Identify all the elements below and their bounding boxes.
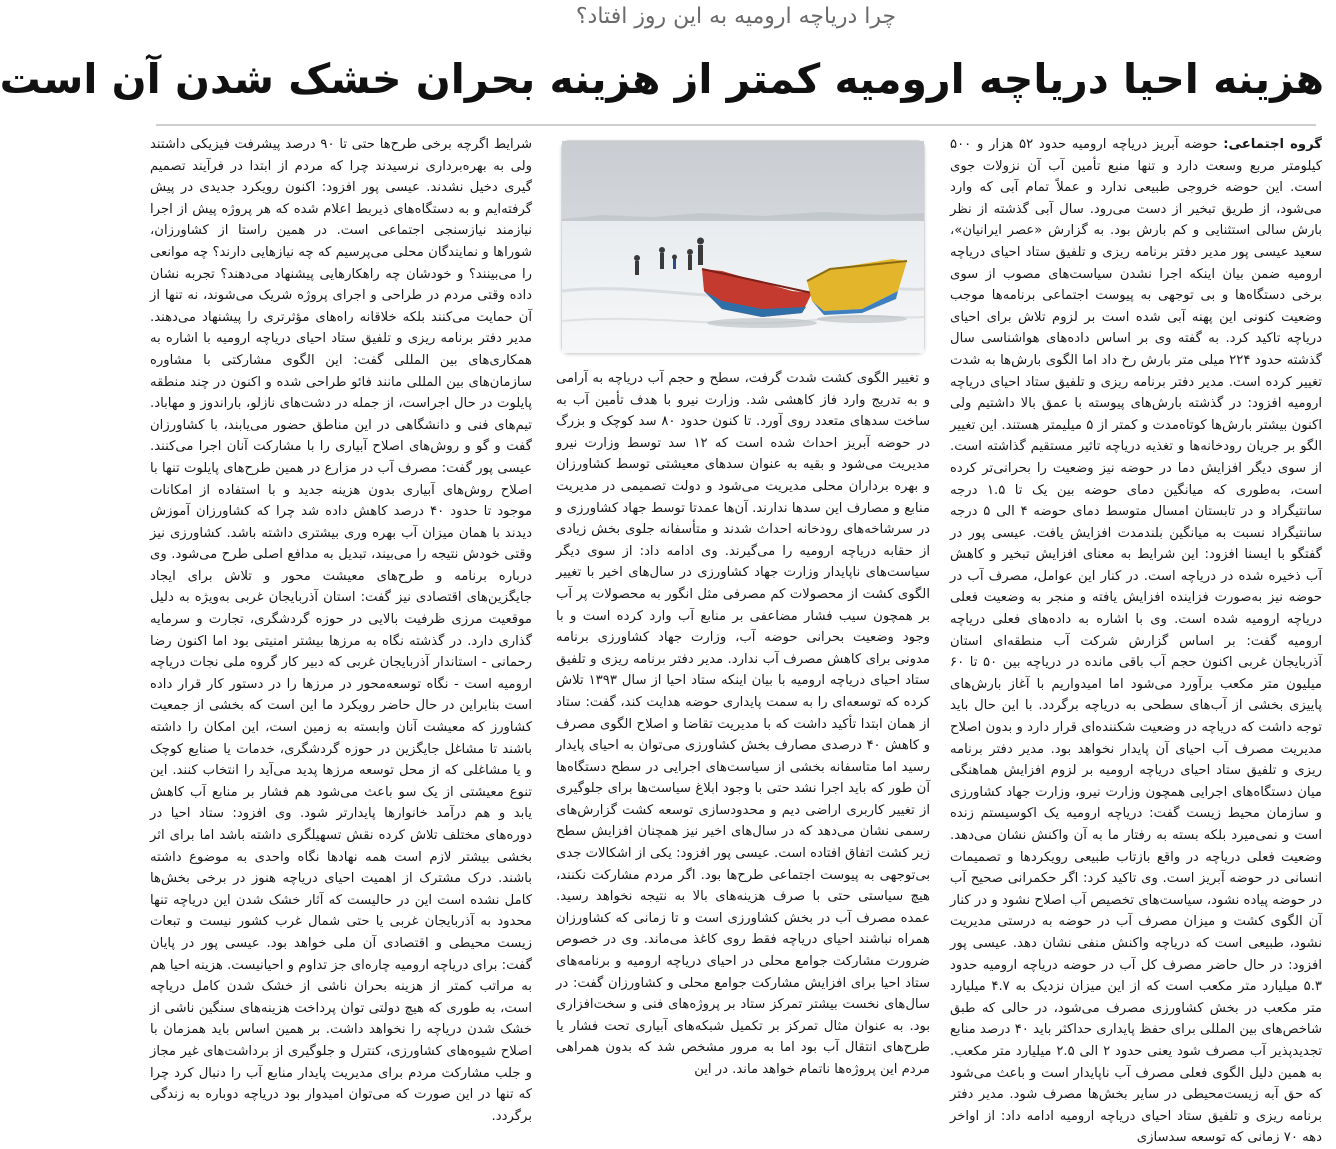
- column-middle-text: و تغییر الگوی کشت شدت گرفت، سطح و حجم آب دریاچه به آرامی و به تدریج وارد فاز کاهشی شد. وزارت نیرو با هدف تأمین آب به ساخت سدهای متعدد روی آورد. تا کنون حدود ۸۰ سد کوچک و بزرگ در حوضه آبریز احداث شده است که ۱۲ سد توسط وزارت نیرو مدیریت می‌شود و بقیه به عنوان سدهای معیشتی توسط کشاورزان و بهره برداران محلی مدیریت می‌شود و دولت تصمیمی در مدیریت منابع و مصارف این سدها ندارند. آن‌ها عمدتا توسط جهاد کشاورزی و در سرشاخه‌های رودخانه احداث شدند و متأسفانه جلوی بخش زیادی از حقابه دریاچه ارومیه را می‌گیرند. وی ادامه داد: از سوی دیگر سیاست‌های ناپایدار وزارت جهاد کشاورزی در سال‌های اخیر با تغییر الگوی کشت از محصولات کم مصرفی مثل انگور به محصولات پر آب بر همچون سیب فشار مضاعفی بر منابع آب وارد کرده است و با وجود وضعیت بحرانی حوضه آب، وزارت جهاد کشاورزی برنامه مدونی برای کاهش مصرف آب ندارد. مدیر دفتر برنامه ریزی و تلفیق ستاد احیای دریاچه ارومیه با بیان اینکه ستاد احیا از سال ۱۳۹۳ تلاش کرده که توسعه‌ای را به سمت پایداری حوضه هدایت کند، گفت: ستاد از همان ابتدا تأکید داشت که با مدیریت تقاضا و اصلاح الگوی مصرف و کاهش ۴۰ درصدی مصارف بخش کشاورزی می‌توان به احیای پایدار رسید اما متاسفانه بخشی از سیاست‌های اجرایی در سطح دستگاه‌ها آن طور که باید اجرا نشد حتی با وجود ابلاغ سیاست‌ها برای جلوگیری از تغییر کاربری اراضی دیم و محدودسازی توسعه کشت گزارش‌های رسمی نشان می‌دهد که در سال‌های اخیر نیز همچنان افزایش سطح زیر کشت اتفاق افتاده است. عیسی پور افزود: یکی از اشکالات جدی بی‌توجهی به پیوست اجتماعی طرح‌ها بود. اگر مردم مشارکت نکنند، هیچ سیاستی حتی با صرف هزینه‌های بالا به نتیجه نخواهد رسید. عمده مصرف آب در بخش کشاورزی است و تا زمانی که کشاورزان همراه نباشند احیای دریاچه فقط روی کاغذ می‌ماند. وی در خصوص ضرورت مشارکت جوامع محلی در احیای دریاچه ارومیه و برنامه‌های ستاد احیا برای افزایش مشارکت جوامع محلی و کشاورزان گفت: در سال‌های نخست بیشتر تمرکز ستاد بر پروژه‌های فنی و سخت‌افزاری بود. به عنوان مثال تمرکز بر تکمیل شبکه‌های آبیاری تحت فشار یا طرح‌های انتقال آب بود اما به مرور مشخص شد که بدون همراهی مردم این پروژه‌ها ناتمام خواهد ماند. در این: [556, 371, 930, 1077]
- column-right-body: حوضه آبریز دریاچه ارومیه حدود ۵۲ هزار و ۵۰۰ کیلومتر مربع وسعت دارد و تنها منبع تأمین آب آن نزولات جوی است. این حوضه خروجی طبیعی ندارد و عملاً تمام آبی که وارد می‌شود، از طریق تبخیر از دست می‌رود. سال آبی گذشته از نظر بارش سالی استثنایی و کم بارش بود. به گزارش «عصر ایرانیان»، سعید عیسی پور مدیر دفتر برنامه ریزی و تلفیق ستاد احیای دریاچه ارومیه ضمن بیان اینکه اجرا نشدن سیاست‌های مصوب از سوی برخی دستگاه‌ها و بی توجهی به پیوست اجتماعی برنامه‌ها موجب وضعیت کنونی این پهنه آبی شده است بر لزوم تلاش برای احیای دریاچه تاکید کرد. به گفته وی بر اساس داده‌های هواشناسی سال گذشته حدود ۲۲۴ میلی متر بارش رخ داد اما الگوی بارش‌ها به شدت تغییر کرده است. مدیر دفتر برنامه ریزی و تلفیق ستاد احیای دریاچه ارومیه افزود: در گذشته بارش‌های پیوسته با عمق بالا داشتیم ولی اکنون بیشتر بارش‌ها کوتاه‌مدت و کمتر از ۵ میلیمتر هستند. این تغییر الگو بر جریان رودخانه‌ها و تغذیه دریاچه تاثیر مستقیم گذاشته است. از سوی دیگر افزایش دما در حوضه نیز وضعیت را بحرانی‌تر کرده است، به‌طوری که میانگین دمای حوضه بین یک تا ۱.۵ درجه سانتیگراد و در تابستان امسال متوسط دمای حوضه ۴ الی ۵ درجه سانتیگراد نسبت به میانگین بلندمدت افزایش یافت. عیسی پور در گفتگو با ایسنا افزود: این شرایط به معنای افزایش تبخیر و کاهش آب ذخیره شده در دریاچه است. در کنار این عوامل، مصرف آب در حوضه نیز به‌صورت فزاینده افزایش یافته و منجر به وضعیت فعلی دریاچه ارومیه شده است. وی با اشاره به داده‌های فعلی دریاچه ارومیه گفت: بر اساس گزارش شرکت آب منطقه‌ای استان آذربایجان غربی اکنون حجم آب باقی مانده در دریاچه بین ۵۰ تا ۶۰ میلیون متر مکعب برآورد می‌شود اما امیدواریم با آغاز بارش‌های پاییزی بخشی از آب‌های سطحی به دریاچه برگردد. با این حال باید توجه داشت که دریاچه در وضعیت شکننده‌ای قرار دارد و بدون اصلاح مدیریت مصرف آب احیای آن پایدار نخواهد بود. مدیر دفتر برنامه ریزی و تلفیق ستاد احیای دریاچه ارومیه بر لزوم افزایش هماهنگی میان دستگاه‌های اجرایی همچون وزارت نیرو، وزارت جهاد کشاورزی و سازمان محیط زیست گفت: دریاچه ارومیه یک اکوسیستم زنده است و نمی‌میرد بلکه بسته به رفتار ما به آن واکنش نشان می‌دهد. وضعیت فعلی دریاچه در واقع بازتاب طبیعی رویکردها و تصمیمات انسانی در حوضه آبریز است. وی تاکید کرد: اگر حکمرانی صحیح آب در حوضه پیاده نشود، سیاست‌های تخصیص آب اصلاح نشود و در کنار آن الگوی کشت و میزان مصرف آب در حوضه به درستی مدیریت نشود، طبیعی است که دریاچه واکنش منفی نشان دهد. عیسی پور افزود: در حال حاضر مصرف کل آب در حوضه دریاچه ارومیه حدود ۵.۳ میلیارد متر مکعب است که از این میزان نزدیک به ۴.۷ میلیارد متر مکعب در بخش کشاورزی مصرف می‌شود، در حالی که طبق شاخص‌های بین المللی برای حفظ پایداری حداکثر باید ۴۰ درصد منابع تجدیدپذیر آب مصرف شود یعنی حدود ۲ الی ۲.۵ میلیارد متر مکعب. به همین دلیل الگوی فعلی مصرف آب ناپایدار است و باعث می‌شود که حق آبه زیست‌محیطی در سایر بخش‌ها مصرف شود. مدیر دفتر برنامه ریزی و تلفیق ستاد احیای دریاچه ارومیه ادامه داد: از اواخر دهه ۷۰ زمانی که توسعه سدسازی: [950, 137, 1323, 1146]
- lead-label: گروه اجتماعی:: [1223, 137, 1322, 152]
- photo-illustration: [562, 141, 924, 353]
- article-columns: [150, 134, 1323, 1146]
- column-right-text: [950, 134, 1322, 1149]
- column-middle: [556, 134, 930, 1077]
- article-headline: هزینه احیا دریاچه ارومیه کمتر از هزینه بحران خشک شدن آن است: [0, 55, 1324, 103]
- column-right: [950, 134, 1323, 1146]
- headline-divider: [156, 124, 1316, 126]
- lake-boats-photo: [561, 140, 925, 354]
- article-kicker: چرا دریاچه ارومیه به این روز افتاد؟: [575, 4, 897, 29]
- column-left-text: شرایط اگرچه برخی طرح‌ها حتی تا ۹۰ درصد پیشرفت فیزیکی داشتند ولی به بهره‌برداری نرسیدند چرا که مردم از ابتدا در فرآیند تصمیم گیری دخیل نشدند. عیسی پور افزود: اکنون رویکرد جدیدی در پیش گرفته‌ایم و به دستگاه‌های ذیربط اعلام شده که هر پروژه پیش از اجرا نیازمند نیازسنجی اجتماعی است. در همین راستا از کشاورزان، شوراها و نمایندگان محلی می‌پرسیم که چه نیازهایی دارند؟ چه موانعی را می‌بینند؟ و خودشان چه راهکارهایی پیشنهاد می‌دهند؟ تجربه نشان داده وقتی مردم در طراحی و اجرای پروژه شریک می‌شوند، نه تنها از آن حمایت می‌کنند بلکه خلاقانه راه‌های مؤثرتری را پیشنهاد می‌دهند. مدیر دفتر برنامه ریزی و تلفیق ستاد احیای دریاچه ارومیه با اشاره به همکاری‌های بین المللی گفت: این الگوی مشارکتی با مشاوره سازمان‌های بین المللی مانند فائو طراحی شده و اکنون در چند منطقه پایلوت در حال اجراست، از جمله در دشت‌های نازلو، باراندوز و مهاباد. تیم‌های فنی و دانشگاهی در این مناطق حضور می‌یابند، با کشاورزان گفت و گو و روش‌های اصلاح آبیاری را با مشارکت آنان اجرا می‌کنند. عیسی پور گفت: مصرف آب در مزارع در همین طرح‌های پایلوت تنها با اصلاح روش‌های آبیاری بدون هزینه جدید و با استفاده از امکانات موجود تا حدود ۴۰ درصد کاهش داده شد چرا که کشاورزان آموزش دیدند با همان میزان آب بهره وری بیشتری داشته باشد. کشاورزی نیز وقتی خودش نتیجه را می‌بیند، تبدیل به مدافع اصلی طرح می‌شود. وی درباره برنامه و طرح‌های معیشت محور و تلاش برای ایجاد جایگزین‌های اقتصادی نیز گفت: استان آذربایجان غربی به‌ویژه به دلیل موقعیت مرزی ظرفیت بالایی در حوزه گردشگری، تجارت و سرمایه گذاری دارد. در گذشته نگاه به مرزها بیشتر امنیتی بود اما اکنون رضا رحمانی - استاندار آذربایجان غربی که دبیر کار گروه ملی نجات دریاچه ارومیه است - نگاه توسعه‌محور در مرزها را در دستور کار قرار داده است بنابراین در حال حاضر رویکرد ما این است که بخشی از جمعیت کشاورز که معیشت آنان وابسته به زمین است، این امکان را داشته باشند تا مشاغل جایگزین در حوزه گردشگری، خدمات یا صنایع کوچک و یا مشاغلی که از محل توسعه مرزها پدید می‌آید را انتخاب کنند. این تنوع معیشتی از یک سو باعث می‌شود هم فشار بر منابع آب کاهش یابد و هم درآمد خانوارها پایدارتر شود. وی افزود: ستاد احیا در دوره‌های مختلف تلاش کرده نقش تسهیلگری داشته باشد اما برای اثر بخشی بیشتر لازم است همه نهادها نگاه واحدی به موضوع داشته باشند. درک مشترک از اهمیت احیای دریاچه هنوز در برخی بخش‌ها کامل نشده است این در حالیست که آثار خشک شدن این دریاچه تنها محدود به آذربایجان غربی یا حتی شمال غرب کشور نیست و تبعات زیست محیطی و اقتصادی آن ملی خواهد بود. عیسی پور در پایان گفت: برای دریاچه ارومیه چاره‌ای جز تداوم و احیانیست. هزینه احیا هم به مراتب کمتر از هزینه بحران ناشی از خشک شدن کامل دریاچه است، به طوری که هیچ دولتی توان پرداخت هزینه‌های سنگین ناشی از خشک شدن دریاچه را نخواهد داشت. بر همین اساس باید همزمان با اصلاح شیوه‌های کشاورزی، کنترل و جلوگیری از برداشت‌های غیر مجاز و جلب مشارکت مردم برای مدیریت پایدار منابع آب را دنبال کرد چرا که تنها در این صورت که می‌توان امیدوار بود دریاچه دوباره به زندگی برگردد.: [150, 137, 533, 1124]
- column-left: [150, 134, 533, 1124]
